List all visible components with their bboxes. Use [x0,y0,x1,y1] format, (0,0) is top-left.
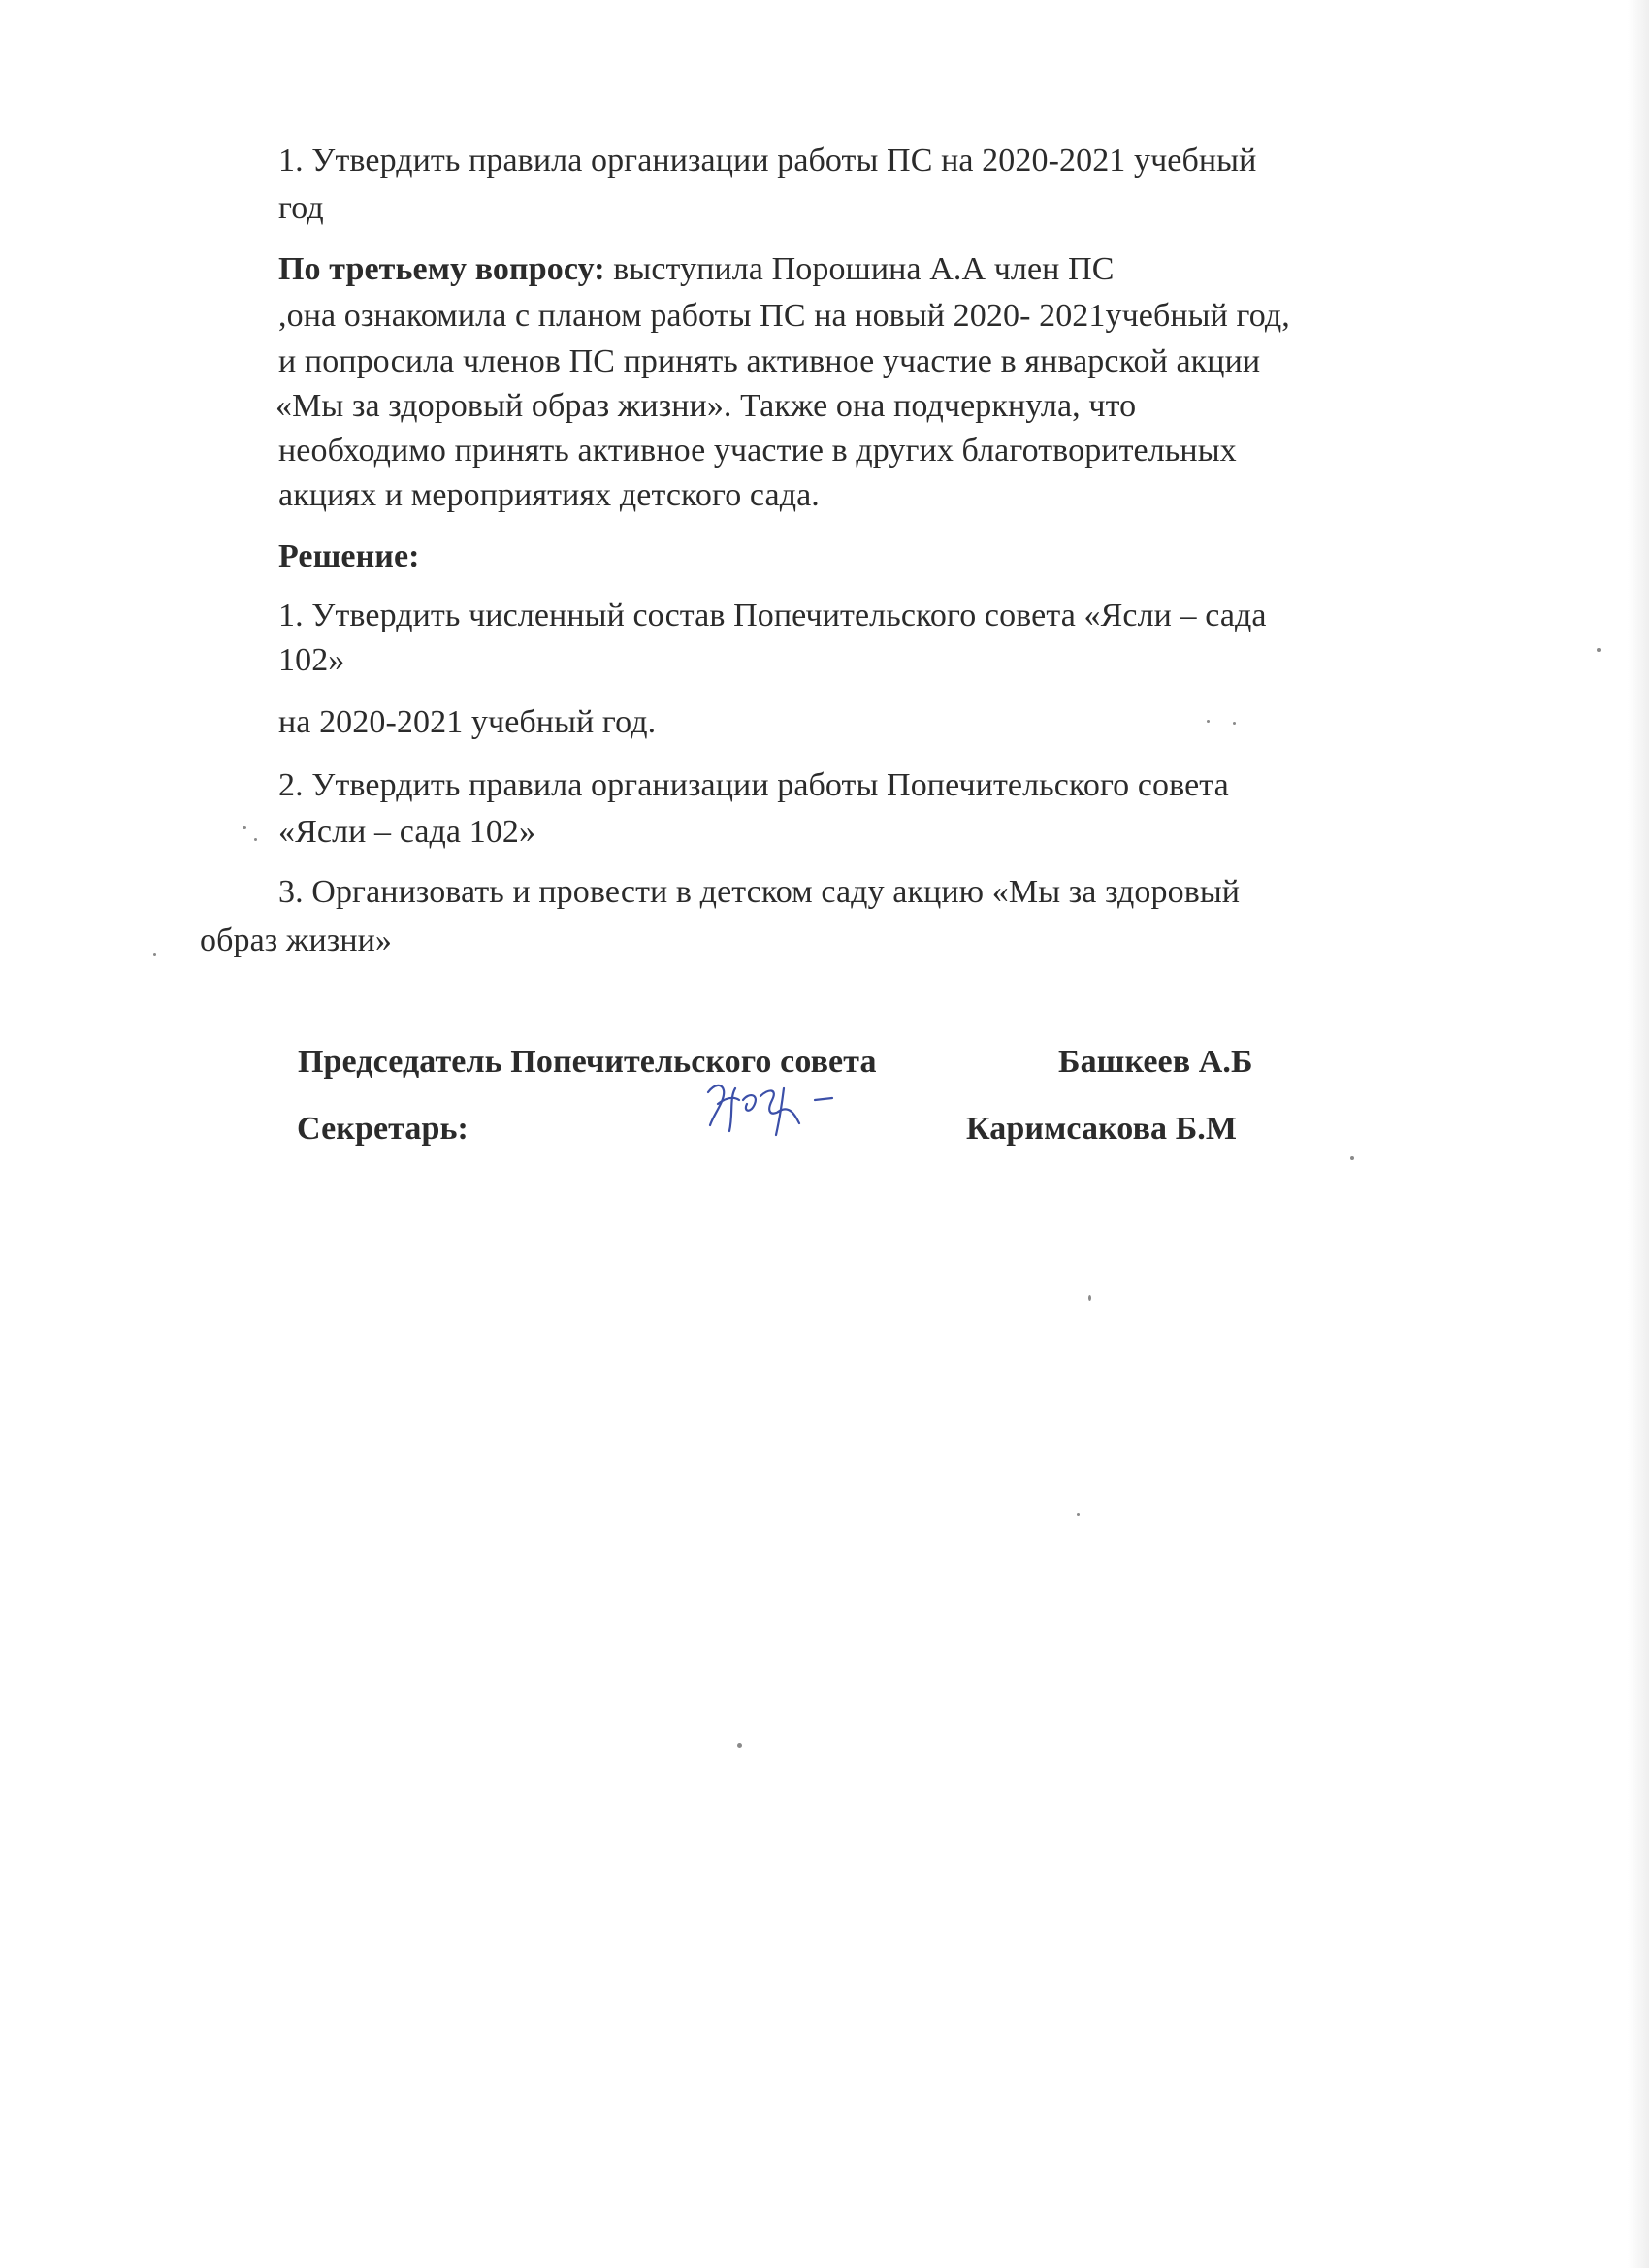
scan-speck [242,826,246,829]
secretary-title: Секретарь: [297,1111,469,1147]
third-question-line4: «Мы за здоровый образ жизни». Также она подчеркнула, что [275,388,1137,424]
scan-speck [1088,1295,1091,1301]
third-question-speaker: выступила Порошина А.А член ПС [604,251,1115,287]
decision-2-line1: 2. Утвердить правила организации работы Попечительского совета [278,767,1229,803]
handwritten-signature [700,1075,846,1143]
chair-title: Председатель Попечительского совета [298,1044,877,1080]
decision-3-line2: образ жизни» [200,923,393,958]
scan-speck [1207,720,1210,723]
decision-2-line2: «Ясли – сада 102» [278,814,536,850]
item1-line2: год [278,190,324,226]
scan-speck [1597,648,1600,652]
scan-speck [153,953,156,956]
decision-heading: Решение: [278,538,420,574]
third-question-line5: необходимо принять активное участие в других благотворительных [278,433,1237,469]
third-question-label: По третьему вопросу: [278,251,605,287]
third-question-line1 [278,250,1115,289]
scan-speck [737,1743,742,1748]
scan-speck [254,838,257,841]
decision-1-line2: 102» [278,642,345,678]
decision-1-line3: на 2020-2021 учебный год. [278,704,657,740]
decision-3-line1: 3. Организовать и провести в детском саду акцию «Мы за здоровый [278,874,1241,910]
third-question-line6: акциях и мероприятиях детского сада. [278,477,820,513]
third-question-line3: и попросила членов ПС принять активное участие в январской акции [278,343,1261,379]
scan-speck [1077,1513,1080,1516]
chair-name: Башкеев А.Б [1058,1044,1253,1080]
secretary-name: Каримсакова Б.М [966,1111,1238,1147]
scan-speck [1233,722,1236,725]
decision-1-line1: 1. Утвердить численный состав Попечительского совета «Ясли – сада [278,598,1267,633]
scan-edge-shadow [1628,0,1649,2268]
item1-line1: 1. Утвердить правила организации работы ПС на 2020-2021 учебный [278,143,1257,178]
third-question-line2: ,она ознакомила с планом работы ПС на новый 2020- 2021учебный год, [278,298,1290,334]
scan-speck [1350,1156,1354,1160]
